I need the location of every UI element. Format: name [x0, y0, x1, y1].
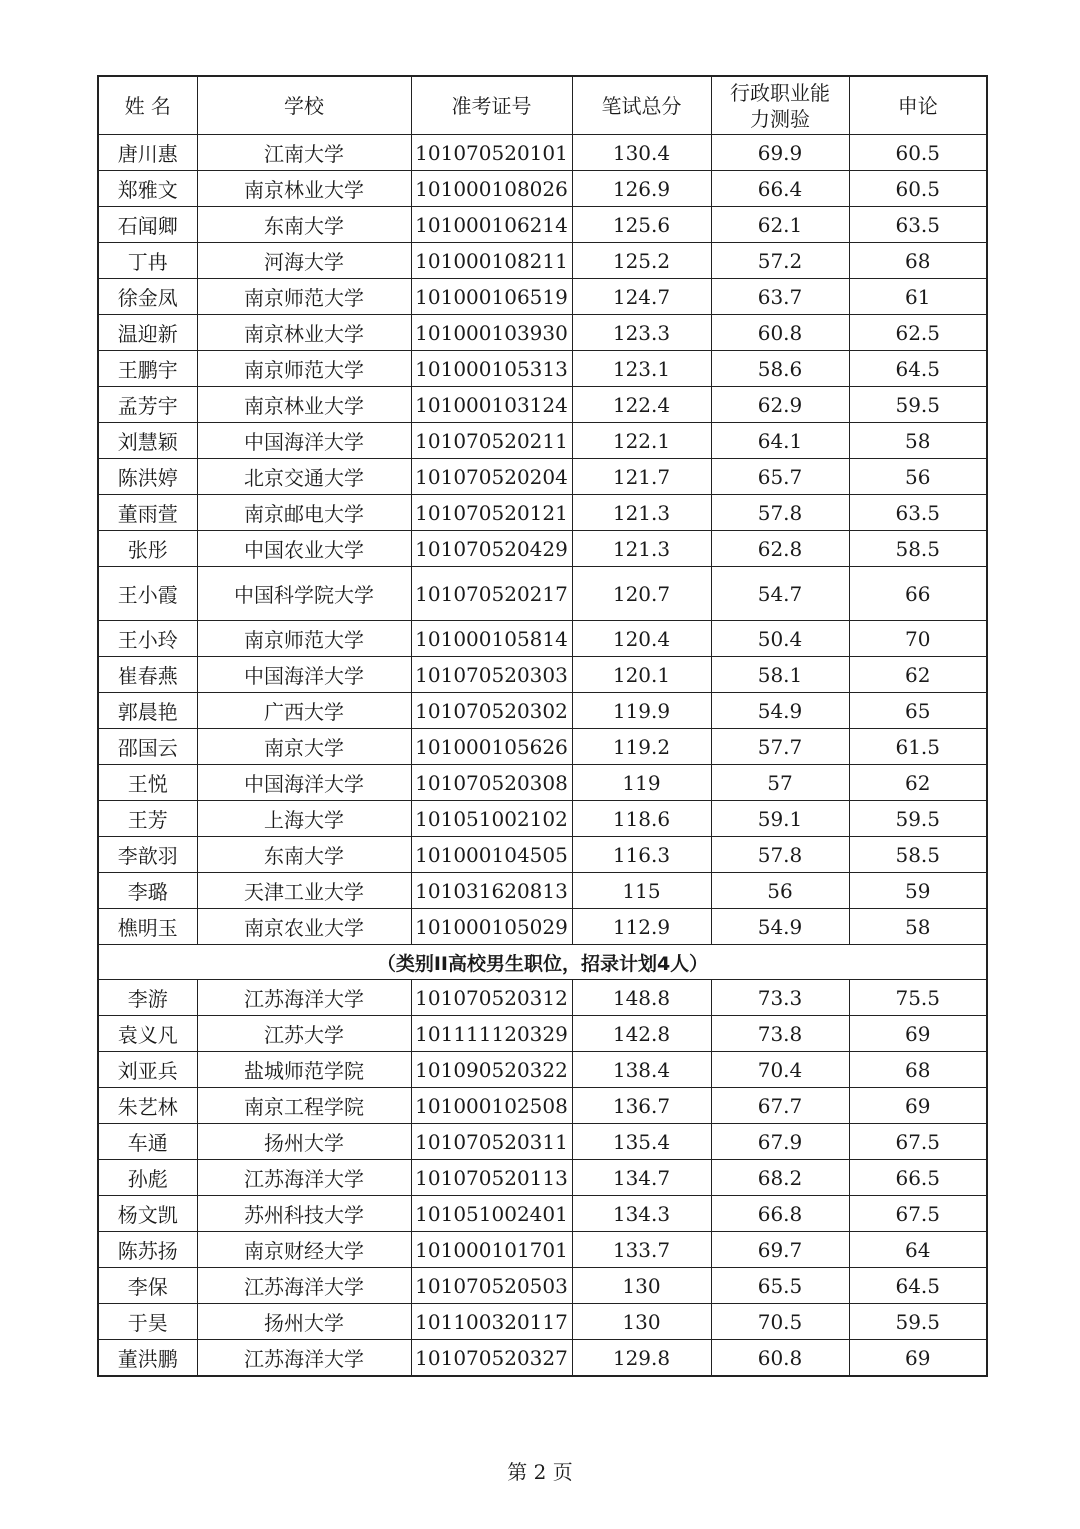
- total-score-cell: 134.3: [572, 1196, 711, 1232]
- total-score-cell: 130.4: [572, 135, 711, 171]
- name-cell: 车通: [98, 1124, 197, 1160]
- table-row: [98, 1016, 987, 1052]
- essay-score-cell: 69: [849, 1088, 987, 1124]
- name-cell: 李游: [98, 980, 197, 1016]
- name-cell: 孙彪: [98, 1160, 197, 1196]
- total-score-cell: 133.7: [572, 1232, 711, 1268]
- total-score-cell: 148.8: [572, 980, 711, 1016]
- exam-id-cell: 101070520311: [411, 1124, 572, 1160]
- aptitude-score-cell: 57.7: [711, 729, 849, 765]
- name-cell: 邵国云: [98, 729, 197, 765]
- name-cell: 李璐: [98, 873, 197, 909]
- table-row: [98, 279, 987, 315]
- aptitude-score-cell: 62.8: [711, 531, 849, 567]
- total-score-cell: 135.4: [572, 1124, 711, 1160]
- exam-id-cell: 101000101701: [411, 1232, 572, 1268]
- aptitude-score-cell: 58.6: [711, 351, 849, 387]
- name-cell: 董洪鹏: [98, 1340, 197, 1377]
- aptitude-score-cell: 67.9: [711, 1124, 849, 1160]
- aptitude-score-cell: 64.1: [711, 423, 849, 459]
- total-score-cell: 120.1: [572, 657, 711, 693]
- essay-score-cell: 61: [849, 279, 987, 315]
- total-score-cell: 116.3: [572, 837, 711, 873]
- table-row: [98, 459, 987, 495]
- aptitude-score-cell: 66.4: [711, 171, 849, 207]
- name-cell: 刘亚兵: [98, 1052, 197, 1088]
- exam-id-cell: 101051002102: [411, 801, 572, 837]
- aptitude-score-cell: 73.8: [711, 1016, 849, 1052]
- name-cell: 王鹏宇: [98, 351, 197, 387]
- essay-score-cell: 69: [849, 1340, 987, 1377]
- school-cell: 南京师范大学: [197, 621, 411, 657]
- aptitude-score-cell: 57.2: [711, 243, 849, 279]
- total-score-cell: 126.9: [572, 171, 711, 207]
- exam-id-cell: 101070520308: [411, 765, 572, 801]
- table-row: [98, 423, 987, 459]
- aptitude-score-cell: 57: [711, 765, 849, 801]
- exam-id-cell: 101000108026: [411, 171, 572, 207]
- aptitude-score-cell: 62.1: [711, 207, 849, 243]
- school-cell: 广西大学: [197, 693, 411, 729]
- essay-score-cell: 64.5: [849, 1268, 987, 1304]
- section-title: （类别II高校男生职位，招录计划4人）: [98, 945, 987, 980]
- total-score-cell: 124.7: [572, 279, 711, 315]
- name-cell: 刘慧颖: [98, 423, 197, 459]
- total-score-cell: 142.8: [572, 1016, 711, 1052]
- essay-score-cell: 63.5: [849, 207, 987, 243]
- school-cell: 南京大学: [197, 729, 411, 765]
- table-row: [98, 495, 987, 531]
- name-cell: 朱艺林: [98, 1088, 197, 1124]
- total-score-cell: 125.6: [572, 207, 711, 243]
- exam-id-cell: 101000105313: [411, 351, 572, 387]
- name-cell: 陈苏扬: [98, 1232, 197, 1268]
- essay-score-cell: 64: [849, 1232, 987, 1268]
- aptitude-score-cell: 69.9: [711, 135, 849, 171]
- essay-score-cell: 67.5: [849, 1124, 987, 1160]
- header-essay: 申论: [849, 76, 987, 135]
- total-score-cell: 119: [572, 765, 711, 801]
- exam-id-cell: 101100320117: [411, 1304, 572, 1340]
- name-cell: 唐川惠: [98, 135, 197, 171]
- essay-score-cell: 65: [849, 693, 987, 729]
- essay-score-cell: 68: [849, 243, 987, 279]
- school-cell: 南京邮电大学: [197, 495, 411, 531]
- exam-id-cell: 101000106519: [411, 279, 572, 315]
- table-row: [98, 621, 987, 657]
- header-total-score: 笔试总分: [572, 76, 711, 135]
- aptitude-score-cell: 56: [711, 873, 849, 909]
- exam-id-cell: 101070520327: [411, 1340, 572, 1377]
- table-row: [98, 1304, 987, 1340]
- table-row: [98, 1268, 987, 1304]
- essay-score-cell: 62: [849, 765, 987, 801]
- exam-id-cell: 101031620813: [411, 873, 572, 909]
- aptitude-score-cell: 65.5: [711, 1268, 849, 1304]
- school-cell: 东南大学: [197, 207, 411, 243]
- section-divider: [98, 945, 987, 980]
- name-cell: 王悦: [98, 765, 197, 801]
- table-row: [98, 801, 987, 837]
- school-cell: 中国海洋大学: [197, 765, 411, 801]
- table-row: [98, 1196, 987, 1232]
- essay-score-cell: 67.5: [849, 1196, 987, 1232]
- exam-id-cell: 101070520312: [411, 980, 572, 1016]
- total-score-cell: 138.4: [572, 1052, 711, 1088]
- page-number: 第 2 页: [507, 1460, 573, 1484]
- aptitude-score-cell: 54.9: [711, 693, 849, 729]
- table-row: [98, 351, 987, 387]
- school-cell: 中国科学院大学: [197, 567, 411, 621]
- total-score-cell: 121.3: [572, 531, 711, 567]
- name-cell: 李保: [98, 1268, 197, 1304]
- aptitude-score-cell: 67.7: [711, 1088, 849, 1124]
- table-row: [98, 837, 987, 873]
- header-aptitude-test: 行政职业能力测验: [711, 76, 849, 135]
- total-score-cell: 120.4: [572, 621, 711, 657]
- table-row: [98, 567, 987, 621]
- total-score-cell: 134.7: [572, 1160, 711, 1196]
- essay-score-cell: 58: [849, 423, 987, 459]
- table-row: [98, 1052, 987, 1088]
- section-row: [98, 945, 987, 980]
- group1-rows: [98, 135, 987, 945]
- name-cell: 张彤: [98, 531, 197, 567]
- total-score-cell: 123.1: [572, 351, 711, 387]
- school-cell: 南京林业大学: [197, 387, 411, 423]
- exam-id-cell: 101000108211: [411, 243, 572, 279]
- score-table: [97, 75, 988, 1377]
- essay-score-cell: 62: [849, 657, 987, 693]
- total-score-cell: 119.9: [572, 693, 711, 729]
- exam-id-cell: 101000104505: [411, 837, 572, 873]
- aptitude-score-cell: 50.4: [711, 621, 849, 657]
- total-score-cell: 123.3: [572, 315, 711, 351]
- school-cell: 天津工业大学: [197, 873, 411, 909]
- total-score-cell: 115: [572, 873, 711, 909]
- table-row: [98, 909, 987, 945]
- total-score-cell: 129.8: [572, 1340, 711, 1377]
- total-score-cell: 112.9: [572, 909, 711, 945]
- exam-id-cell: 101070520101: [411, 135, 572, 171]
- total-score-cell: 130: [572, 1304, 711, 1340]
- exam-id-cell: 101000103124: [411, 387, 572, 423]
- essay-score-cell: 58: [849, 909, 987, 945]
- total-score-cell: 118.6: [572, 801, 711, 837]
- aptitude-score-cell: 73.3: [711, 980, 849, 1016]
- table-row: [98, 873, 987, 909]
- name-cell: 杨文凯: [98, 1196, 197, 1232]
- essay-score-cell: 58.5: [849, 531, 987, 567]
- name-cell: 李歆羽: [98, 837, 197, 873]
- exam-id-cell: 101070520217: [411, 567, 572, 621]
- table-row: [98, 531, 987, 567]
- name-cell: 袁义凡: [98, 1016, 197, 1052]
- exam-id-cell: 101070520302: [411, 693, 572, 729]
- school-cell: 南京林业大学: [197, 315, 411, 351]
- school-cell: 河海大学: [197, 243, 411, 279]
- total-score-cell: 121.3: [572, 495, 711, 531]
- name-cell: 郑雅文: [98, 171, 197, 207]
- table-row: [98, 135, 987, 171]
- school-cell: 江苏海洋大学: [197, 1160, 411, 1196]
- total-score-cell: 119.2: [572, 729, 711, 765]
- school-cell: 上海大学: [197, 801, 411, 837]
- essay-score-cell: 59.5: [849, 387, 987, 423]
- total-score-cell: 125.2: [572, 243, 711, 279]
- table-row: [98, 1340, 987, 1377]
- table-row: [98, 315, 987, 351]
- table-row: [98, 980, 987, 1016]
- name-cell: 陈洪婷: [98, 459, 197, 495]
- essay-score-cell: 59.5: [849, 1304, 987, 1340]
- aptitude-score-cell: 59.1: [711, 801, 849, 837]
- table-row: [98, 387, 987, 423]
- essay-score-cell: 58.5: [849, 837, 987, 873]
- total-score-cell: 121.7: [572, 459, 711, 495]
- school-cell: 盐城师范学院: [197, 1052, 411, 1088]
- exam-id-cell: 101000105029: [411, 909, 572, 945]
- aptitude-score-cell: 66.8: [711, 1196, 849, 1232]
- aptitude-score-cell: 60.8: [711, 1340, 849, 1377]
- essay-score-cell: 56: [849, 459, 987, 495]
- header-school: 学校: [197, 76, 411, 135]
- essay-score-cell: 66.5: [849, 1160, 987, 1196]
- school-cell: 江苏海洋大学: [197, 1268, 411, 1304]
- aptitude-score-cell: 60.8: [711, 315, 849, 351]
- essay-score-cell: 60.5: [849, 135, 987, 171]
- name-cell: 石闻卿: [98, 207, 197, 243]
- exam-id-cell: 101070520429: [411, 531, 572, 567]
- exam-id-cell: 101070520303: [411, 657, 572, 693]
- name-cell: 樵明玉: [98, 909, 197, 945]
- name-cell: 董雨萱: [98, 495, 197, 531]
- aptitude-score-cell: 68.2: [711, 1160, 849, 1196]
- school-cell: 苏州科技大学: [197, 1196, 411, 1232]
- school-cell: 南京工程学院: [197, 1088, 411, 1124]
- essay-score-cell: 59.5: [849, 801, 987, 837]
- aptitude-score-cell: 57.8: [711, 837, 849, 873]
- school-cell: 中国海洋大学: [197, 423, 411, 459]
- exam-id-cell: 101000105814: [411, 621, 572, 657]
- table-row: [98, 693, 987, 729]
- group2-rows: [98, 980, 987, 1377]
- aptitude-score-cell: 54.7: [711, 567, 849, 621]
- school-cell: 中国农业大学: [197, 531, 411, 567]
- aptitude-score-cell: 65.7: [711, 459, 849, 495]
- name-cell: 孟芳宇: [98, 387, 197, 423]
- essay-score-cell: 69: [849, 1016, 987, 1052]
- exam-id-cell: 101090520322: [411, 1052, 572, 1088]
- school-cell: 南京师范大学: [197, 279, 411, 315]
- name-cell: 郭晨艳: [98, 693, 197, 729]
- name-cell: 崔春燕: [98, 657, 197, 693]
- header-exam-id: 准考证号: [411, 76, 572, 135]
- total-score-cell: 120.7: [572, 567, 711, 621]
- aptitude-score-cell: 62.9: [711, 387, 849, 423]
- exam-id-cell: 101070520204: [411, 459, 572, 495]
- school-cell: 江苏海洋大学: [197, 980, 411, 1016]
- school-cell: 南京财经大学: [197, 1232, 411, 1268]
- aptitude-score-cell: 70.5: [711, 1304, 849, 1340]
- aptitude-score-cell: 57.8: [711, 495, 849, 531]
- exam-id-cell: 101000102508: [411, 1088, 572, 1124]
- essay-score-cell: 60.5: [849, 171, 987, 207]
- table-row: [98, 1088, 987, 1124]
- total-score-cell: 130: [572, 1268, 711, 1304]
- table-row: [98, 171, 987, 207]
- name-cell: 王小玲: [98, 621, 197, 657]
- school-cell: 南京农业大学: [197, 909, 411, 945]
- table-row: [98, 243, 987, 279]
- essay-score-cell: 68: [849, 1052, 987, 1088]
- table-row: [98, 1232, 987, 1268]
- aptitude-score-cell: 69.7: [711, 1232, 849, 1268]
- name-cell: 王小霞: [98, 567, 197, 621]
- school-cell: 北京交通大学: [197, 459, 411, 495]
- table-row: [98, 729, 987, 765]
- name-cell: 丁冉: [98, 243, 197, 279]
- school-cell: 扬州大学: [197, 1124, 411, 1160]
- school-cell: 东南大学: [197, 837, 411, 873]
- essay-score-cell: 70: [849, 621, 987, 657]
- exam-id-cell: 101000103930: [411, 315, 572, 351]
- exam-id-cell: 101070520211: [411, 423, 572, 459]
- school-cell: 扬州大学: [197, 1304, 411, 1340]
- school-cell: 南京师范大学: [197, 351, 411, 387]
- exam-id-cell: 101070520121: [411, 495, 572, 531]
- table-header-row: [98, 76, 987, 135]
- total-score-cell: 136.7: [572, 1088, 711, 1124]
- name-cell: 徐金凤: [98, 279, 197, 315]
- table-row: [98, 207, 987, 243]
- table-row: [98, 1160, 987, 1196]
- header-name: 姓 名: [98, 76, 197, 135]
- school-cell: 江苏大学: [197, 1016, 411, 1052]
- table-row: [98, 1124, 987, 1160]
- exam-id-cell: 101070520503: [411, 1268, 572, 1304]
- name-cell: 于昊: [98, 1304, 197, 1340]
- school-cell: 中国海洋大学: [197, 657, 411, 693]
- school-cell: 南京林业大学: [197, 171, 411, 207]
- essay-score-cell: 75.5: [849, 980, 987, 1016]
- aptitude-score-cell: 54.9: [711, 909, 849, 945]
- school-cell: 江苏海洋大学: [197, 1340, 411, 1377]
- essay-score-cell: 62.5: [849, 315, 987, 351]
- table-row: [98, 657, 987, 693]
- name-cell: 温迎新: [98, 315, 197, 351]
- essay-score-cell: 64.5: [849, 351, 987, 387]
- aptitude-score-cell: 63.7: [711, 279, 849, 315]
- school-cell: 江南大学: [197, 135, 411, 171]
- total-score-cell: 122.4: [572, 387, 711, 423]
- aptitude-score-cell: 70.4: [711, 1052, 849, 1088]
- essay-score-cell: 63.5: [849, 495, 987, 531]
- exam-id-cell: 101111120329: [411, 1016, 572, 1052]
- exam-id-cell: 101000106214: [411, 207, 572, 243]
- exam-id-cell: 101070520113: [411, 1160, 572, 1196]
- total-score-cell: 122.1: [572, 423, 711, 459]
- table-row: [98, 765, 987, 801]
- essay-score-cell: 61.5: [849, 729, 987, 765]
- essay-score-cell: 66: [849, 567, 987, 621]
- exam-id-cell: 101051002401: [411, 1196, 572, 1232]
- name-cell: 王芳: [98, 801, 197, 837]
- exam-id-cell: 101000105626: [411, 729, 572, 765]
- aptitude-score-cell: 58.1: [711, 657, 849, 693]
- essay-score-cell: 59: [849, 873, 987, 909]
